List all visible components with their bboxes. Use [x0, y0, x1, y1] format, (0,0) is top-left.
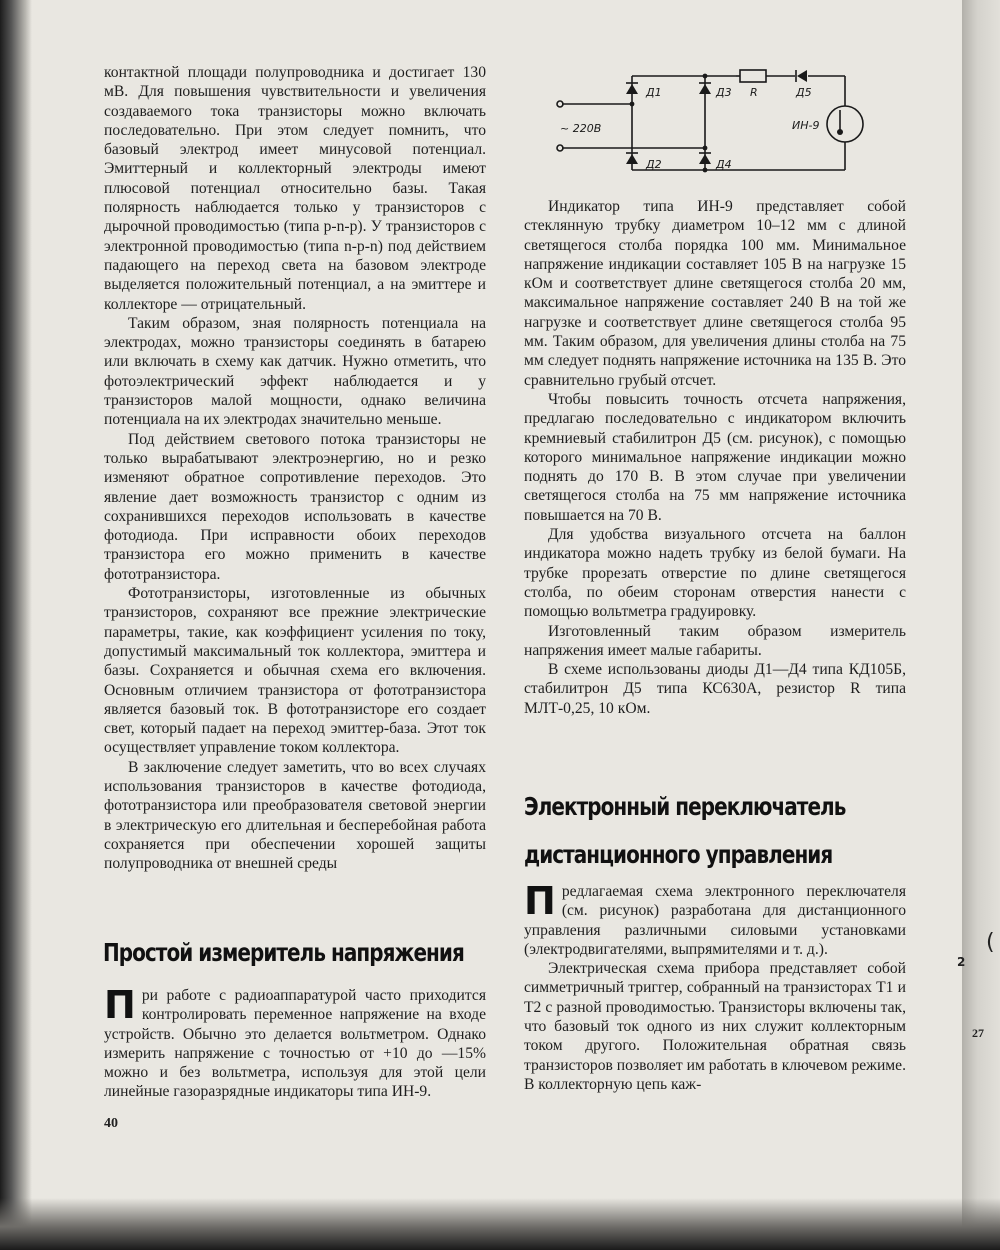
- article-title-switch-line-2: дистанционного управления: [524, 840, 833, 869]
- label-d5: Д5: [796, 86, 812, 99]
- paragraph: В схеме использованы диоды Д1—Д4 типа КД105Б, стабилитрон Д5 типа КС630А, резистор R типа МЛТ-0,25, 10 кОм.: [524, 661, 906, 717]
- label-d1: Д1: [646, 86, 662, 99]
- paragraph: контактной площади полупроводника и достигает 130 мВ. Для повышения чувствительности и увеличения создаваемого тока транзисторы можно включать последовательно. При этом следует помнить, что базовый электрод имеет минусовой потенциал. Эмиттерный и коллекторный электроды имеют плюсовой потенциал относительно базы. Такая полярность наблюдается только у транзисторов с дырочной проводимостью (типа p-n-p). У транзисторов с электронной проводимостью (типа n-p-n) под действием падающего на переход света на базовом электроде выделяется положительный потенциал, а на эмиттере и коллекторе — отрицательный.: [104, 64, 486, 313]
- diode-d1-symbol: [626, 84, 638, 94]
- paragraph: Изготовленный таким образом измеритель напряжения имеет малые габариты.: [524, 622, 906, 659]
- indicator-lamp-symbol: [827, 106, 863, 142]
- junction-dot: [703, 74, 708, 79]
- scan-bottom-shadow: [0, 1198, 1000, 1250]
- label-d3: Д3: [716, 86, 732, 99]
- label-resistor: R: [750, 86, 758, 99]
- cathode-dot: [837, 129, 843, 135]
- drop-cap: П: [104, 983, 136, 1027]
- next-page-edge: [962, 0, 1000, 1250]
- junction-dot: [630, 102, 635, 107]
- paragraph: Для удобства визуального отсчета на баллон индикатора можно надеть трубку из белой бумаги. На трубке прорезать отверстие по длине светящегося столба, по обеим сторонам отверстия нанести с помощью вольтметра градуировку.: [524, 526, 906, 621]
- paragraph: В заключение следует заметить, что во всех случаях использования транзисторов в качестве фотодиода, фототранзистора или преобразователя световой энергии в электрическую его длительная и бесперебойная работа сохраняется при обеспечении хорошей защиты полупроводника от внешней среды: [104, 758, 486, 873]
- zener-d5-symbol: [797, 70, 807, 82]
- binding-shadow: [0, 0, 32, 1250]
- left-text-column: [104, 63, 486, 873]
- intro-text: ри работе с радиоаппаратурой часто приходится контролировать переменное напряжение на входе устройств. Обычно это делается вольтметром. Однако измерить напряжение с точностью от +10 до —15% можно и без вольтметра, используя для этой цели линейные газоразрядные индикаторы типа ИН-9.: [104, 987, 486, 1101]
- junction-dot: [703, 146, 708, 151]
- label-d2: Д2: [646, 158, 662, 171]
- page-number: 27: [972, 1026, 984, 1040]
- label-d4: Д4: [716, 158, 732, 171]
- intro-text: редлагаемая схема электронного переключателя (см. рисунок) разработана для дистанционного управления различными силовыми установками (электродвигателями, выпрямителями и т. д.).: [524, 883, 906, 958]
- paragraph: Под действием светового потока транзисторы не только вырабатывают электроэнергию, но и резко изменяют обратное сопротивление переходов. Это явление дает возможность транзистор с одним из сохранившихся переходов использовать в качестве фотодиода. При исправности обоих переходов транзистора его можно применить в качестве фототранзистора.: [104, 430, 486, 583]
- page-number: 40: [104, 1116, 118, 1131]
- resistor-symbol: [740, 70, 766, 82]
- circuit-diagram: [540, 58, 920, 188]
- label-supply: ~ 220В: [560, 122, 602, 135]
- article-intro-switch: [524, 879, 906, 1094]
- paragraph: Индикатор типа ИН-9 представляет собой стеклянную трубку диаметром 10–12 мм с длиной светящегося столба порядка 100 мм. Минимальное напряжение индикации составляет 105 В на нагрузке 15 кОм и соответствует длине светящегося столба 20 мм, максимальное напряжение составляет 240 В на той же нагрузке и соответствует длине светящегося столба 95 мм. Таким образом, для увеличения длины столба на 75 мм следует поднять напряжение источника на 135 В. Это сравнительно грубый отсчет.: [524, 198, 906, 389]
- diode-d4-symbol: [699, 154, 711, 164]
- label-indicator: ИН-9: [792, 119, 820, 132]
- paragraph: Таким образом, зная полярность потенциала на электродах, можно транзисторы соединять в батарею или включать в схему как датчик. Нужно отметить, что фотоэлектрический эффект наблюдается и у транзисторов малой мощности, однако величина потенциала на их электродах значительно меньше.: [104, 314, 486, 429]
- article-title-switch-line-1: Электронный переключатель: [524, 792, 846, 821]
- article-title-voltage-meter: Простой измеритель напряжения: [103, 938, 464, 967]
- diode-d3-symbol: [699, 84, 711, 94]
- drop-cap: П: [524, 879, 556, 923]
- edge-mark: (: [986, 930, 995, 955]
- paragraph: Фототранзисторы, изготовленные из обычных транзисторов, сохраняют все прежние электрические параметры, такие, как коэффициент усиления по току, допустимый максимальный ток коллектора, эмиттера и базы. Сохраняется и обычная схема его включения. Основным отличием транзистора от фототранзистора является базовый ток. В фототранзисторе его создает свет, который падает на переход эмиттер-база. Этот ток осуществляет управление током коллектора.: [104, 585, 486, 757]
- right-text-column: [524, 197, 906, 718]
- paragraph: Электрическая схема прибора представляет собой симметричный триггер, собранный на транзисторах Т1 и Т2 с разной проводимостью. Транзисторы включены так, что базовый ток одного из них служит коллекторным током другого. Положительная обратная связь транзисторов позволяет им работать в ключевом режиме. В коллекторную цепь каж-: [524, 960, 906, 1093]
- article-intro-voltage-meter: [104, 983, 486, 1102]
- diode-d2-symbol: [626, 154, 638, 164]
- edge-mark: 2: [957, 955, 966, 969]
- paragraph: Чтобы повысить точность отсчета напряжения, предлагаю последовательно с индикатором включить кремниевый стабилитрон Д5 (см. рисунок), с помощью которого минимальное напряжение индикации можно поднять до 170 В. В этом случае при увеличении светящегося столба на 75 мм напряжение источника повышается на 70 В.: [524, 390, 906, 524]
- junction-dot: [703, 168, 708, 173]
